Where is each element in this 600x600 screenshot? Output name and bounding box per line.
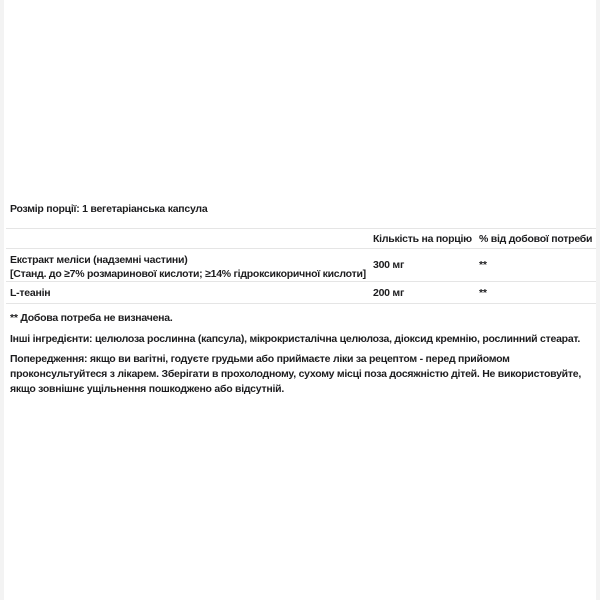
daily-value-footnote: ** Добова потреба не визначена. <box>10 312 173 324</box>
right-edge-strip <box>596 0 600 600</box>
left-edge-strip <box>0 0 4 600</box>
ingredient-amount: 300 мг <box>373 259 405 271</box>
serving-size-text: Розмір порції: 1 вегетаріанська капсула <box>10 203 208 215</box>
column-header-amount: Кількість на порцію <box>373 233 472 245</box>
column-header-daily-value: % від добової потреби <box>479 233 593 245</box>
ingredient-daily-value: ** <box>479 259 487 271</box>
ingredient-detail: [Станд. до ≥7% розмаринової кислоти; ≥14% гідроксикоричної кислоти] <box>10 267 366 280</box>
table-row <box>10 254 366 281</box>
table-divider-bottom <box>6 303 596 304</box>
ingredient-name: L-теанін <box>10 287 51 299</box>
ingredient-amount: 200 мг <box>373 287 405 299</box>
warning-text: Попередження: якщо ви вагітні, годуєте грудьми або приймаєте ліки за рецептом - перед прийомом проконсультуйтеся з лікарем. Зберігати в прохолодному, сухому місці поза досяжністю дітей. Не використовуйте, якщо зовнішнє ущільнення пошкоджено або відсутній. <box>10 353 582 395</box>
other-ingredients-text: Інші інгредієнти: целюлоза рослинна (капсула), мікрокристалічна целюлоза, діоксид кремнію, рослинний стеарат. <box>10 333 581 345</box>
table-divider-row1 <box>6 281 596 282</box>
table-divider-top <box>6 228 596 229</box>
ingredient-daily-value: ** <box>479 287 487 299</box>
ingredient-name: Екстракт меліси (надземні частини) <box>10 254 188 266</box>
table-divider-header <box>6 248 596 249</box>
